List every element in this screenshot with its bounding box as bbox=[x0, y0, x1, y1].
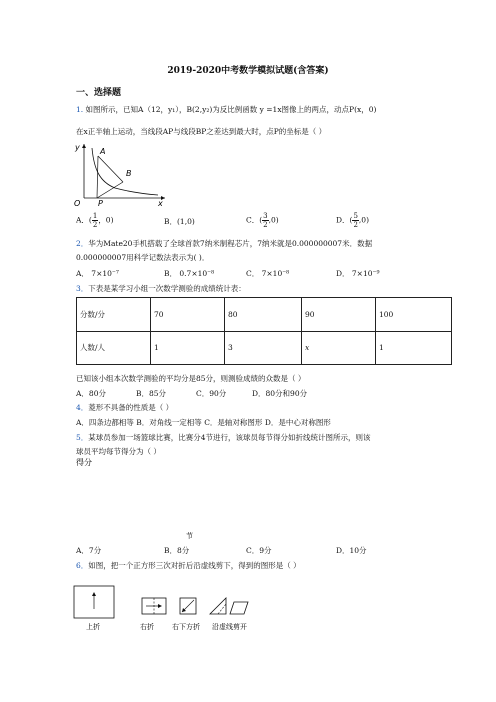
score-line-chart bbox=[74, 456, 200, 540]
point-b-label: B bbox=[126, 169, 132, 178]
folding-diagram bbox=[72, 584, 282, 632]
fold-label-cut: 沿虚线剪开 bbox=[212, 623, 247, 631]
score-table bbox=[76, 297, 452, 365]
q2-option-a: A． 7×10⁻⁷ bbox=[76, 269, 119, 278]
q3-option-b: B．85分 bbox=[136, 389, 167, 398]
table-cell: 1 bbox=[151, 331, 225, 365]
q5-option-d: D．10分 bbox=[336, 546, 367, 555]
q3-option-a: A．80分 bbox=[76, 389, 106, 398]
table-row bbox=[77, 331, 452, 365]
table-cell: 100 bbox=[376, 298, 452, 332]
fold-label-right: 右折 bbox=[140, 623, 154, 631]
q6-line1: 6．如图，把一个正方形三次对折后沿虚线剪下，得到的图形是（ ） bbox=[76, 561, 301, 570]
q1-option-a: A．( $\frac{1}{2}$ ，0) bbox=[76, 212, 114, 229]
segment-ap bbox=[97, 156, 98, 198]
y-label: y bbox=[75, 143, 80, 152]
q5-option-a: A．7分 bbox=[76, 546, 102, 555]
table-cell: 90 bbox=[302, 298, 376, 332]
point-p-label: P bbox=[98, 199, 103, 206]
table-cell: 80 bbox=[225, 298, 302, 332]
x-label: x bbox=[158, 199, 163, 206]
point-a-label: A bbox=[100, 147, 106, 156]
chart-xlabel: 节 bbox=[186, 532, 193, 540]
result-shape bbox=[230, 602, 248, 614]
y-axis-arrow bbox=[82, 144, 86, 148]
fold-label-lower-right: 右下方折 bbox=[172, 623, 200, 631]
q5-line2: 球员平均每节得分为（ ） bbox=[76, 447, 161, 456]
arrowhead-icon bbox=[92, 592, 96, 596]
q2-line2: 0.000000007用科学记数法表示为( )． bbox=[76, 253, 210, 262]
folded-triangle bbox=[210, 598, 226, 614]
fraction: $\frac{5}{2}$ bbox=[353, 212, 358, 229]
arrowhead-icon bbox=[158, 604, 162, 608]
q1-option-b: B．(1,0) bbox=[164, 217, 195, 226]
q1-line2: 在x正半轴上运动，当线段AP与线段BP之差达到最大时，点P的坐标是（ ） bbox=[76, 127, 327, 136]
q5-option-c: C．9分 bbox=[246, 546, 272, 555]
fold-label-up: 上折 bbox=[86, 623, 100, 631]
q2-option-b: B． 0.7×10⁻⁸ bbox=[164, 269, 215, 278]
q3-option-c: C．90分 bbox=[196, 389, 227, 398]
q3-line1: 3．下表是某学习小组一次数学测验的成绩统计表： bbox=[76, 284, 246, 293]
table-cell: 人数/人 bbox=[77, 331, 151, 365]
q2-line1: 2．华为Mate20手机搭载了全球首款7纳米制程芯片，7纳米就是0.000000007米．数据 bbox=[76, 239, 373, 248]
section-heading: 一、选择题 bbox=[76, 88, 122, 98]
table-cell: x bbox=[302, 331, 376, 365]
q5-option-b: B．8分 bbox=[164, 546, 190, 555]
q3-option-d: D．80分和90分 bbox=[252, 389, 308, 398]
q5-line1: 5．某球员参加一场篮球比赛，比赛分4节进行，该球员每节得分如折线统计图所示，则该 bbox=[76, 433, 371, 442]
table-cell: 1 bbox=[376, 331, 452, 365]
q2-option-d: D． 7×10⁻⁹ bbox=[336, 269, 380, 278]
cut-line bbox=[218, 604, 226, 614]
q2-option-c: C． 7×10⁻⁸ bbox=[246, 269, 290, 278]
chart-ylabel: 得分 bbox=[76, 458, 92, 467]
table-cell: 3 bbox=[225, 331, 302, 365]
q1-line1: 1. 如图所示，已知A（12，y₁），B(2,y₂)为反比例函数 y =1x图像上的两点，动点P(x，0) bbox=[76, 105, 377, 114]
q1-graph bbox=[70, 140, 170, 206]
document-title: 2019-2020中考数学模拟试题(含答案) bbox=[167, 66, 329, 76]
table-cell: 分数/分 bbox=[77, 298, 151, 332]
q1-option-d: D．( $\frac{5}{2}$ ,0) bbox=[336, 212, 370, 229]
table-cell: 70 bbox=[151, 298, 225, 332]
fraction: $\frac{3}{2}$ bbox=[263, 212, 268, 229]
origin-label: O bbox=[74, 199, 81, 206]
q4-line1: 4．菱形不具备的性质是（ ） bbox=[76, 403, 174, 412]
segment-bp bbox=[97, 182, 123, 198]
q4-options: A．四条边都相等 B．对角线一定相等 C．是轴对称图形 D．是中心对称图形 bbox=[76, 418, 331, 427]
q1-option-c: C．( $\frac{3}{2}$ ,0) bbox=[246, 212, 279, 229]
q3-after: 已知该小组本次数学测验的平均分是85分，则测验成绩的众数是（ ） bbox=[76, 374, 306, 383]
fraction: $\frac{1}{2}$ bbox=[92, 212, 98, 229]
table-row bbox=[77, 298, 452, 332]
